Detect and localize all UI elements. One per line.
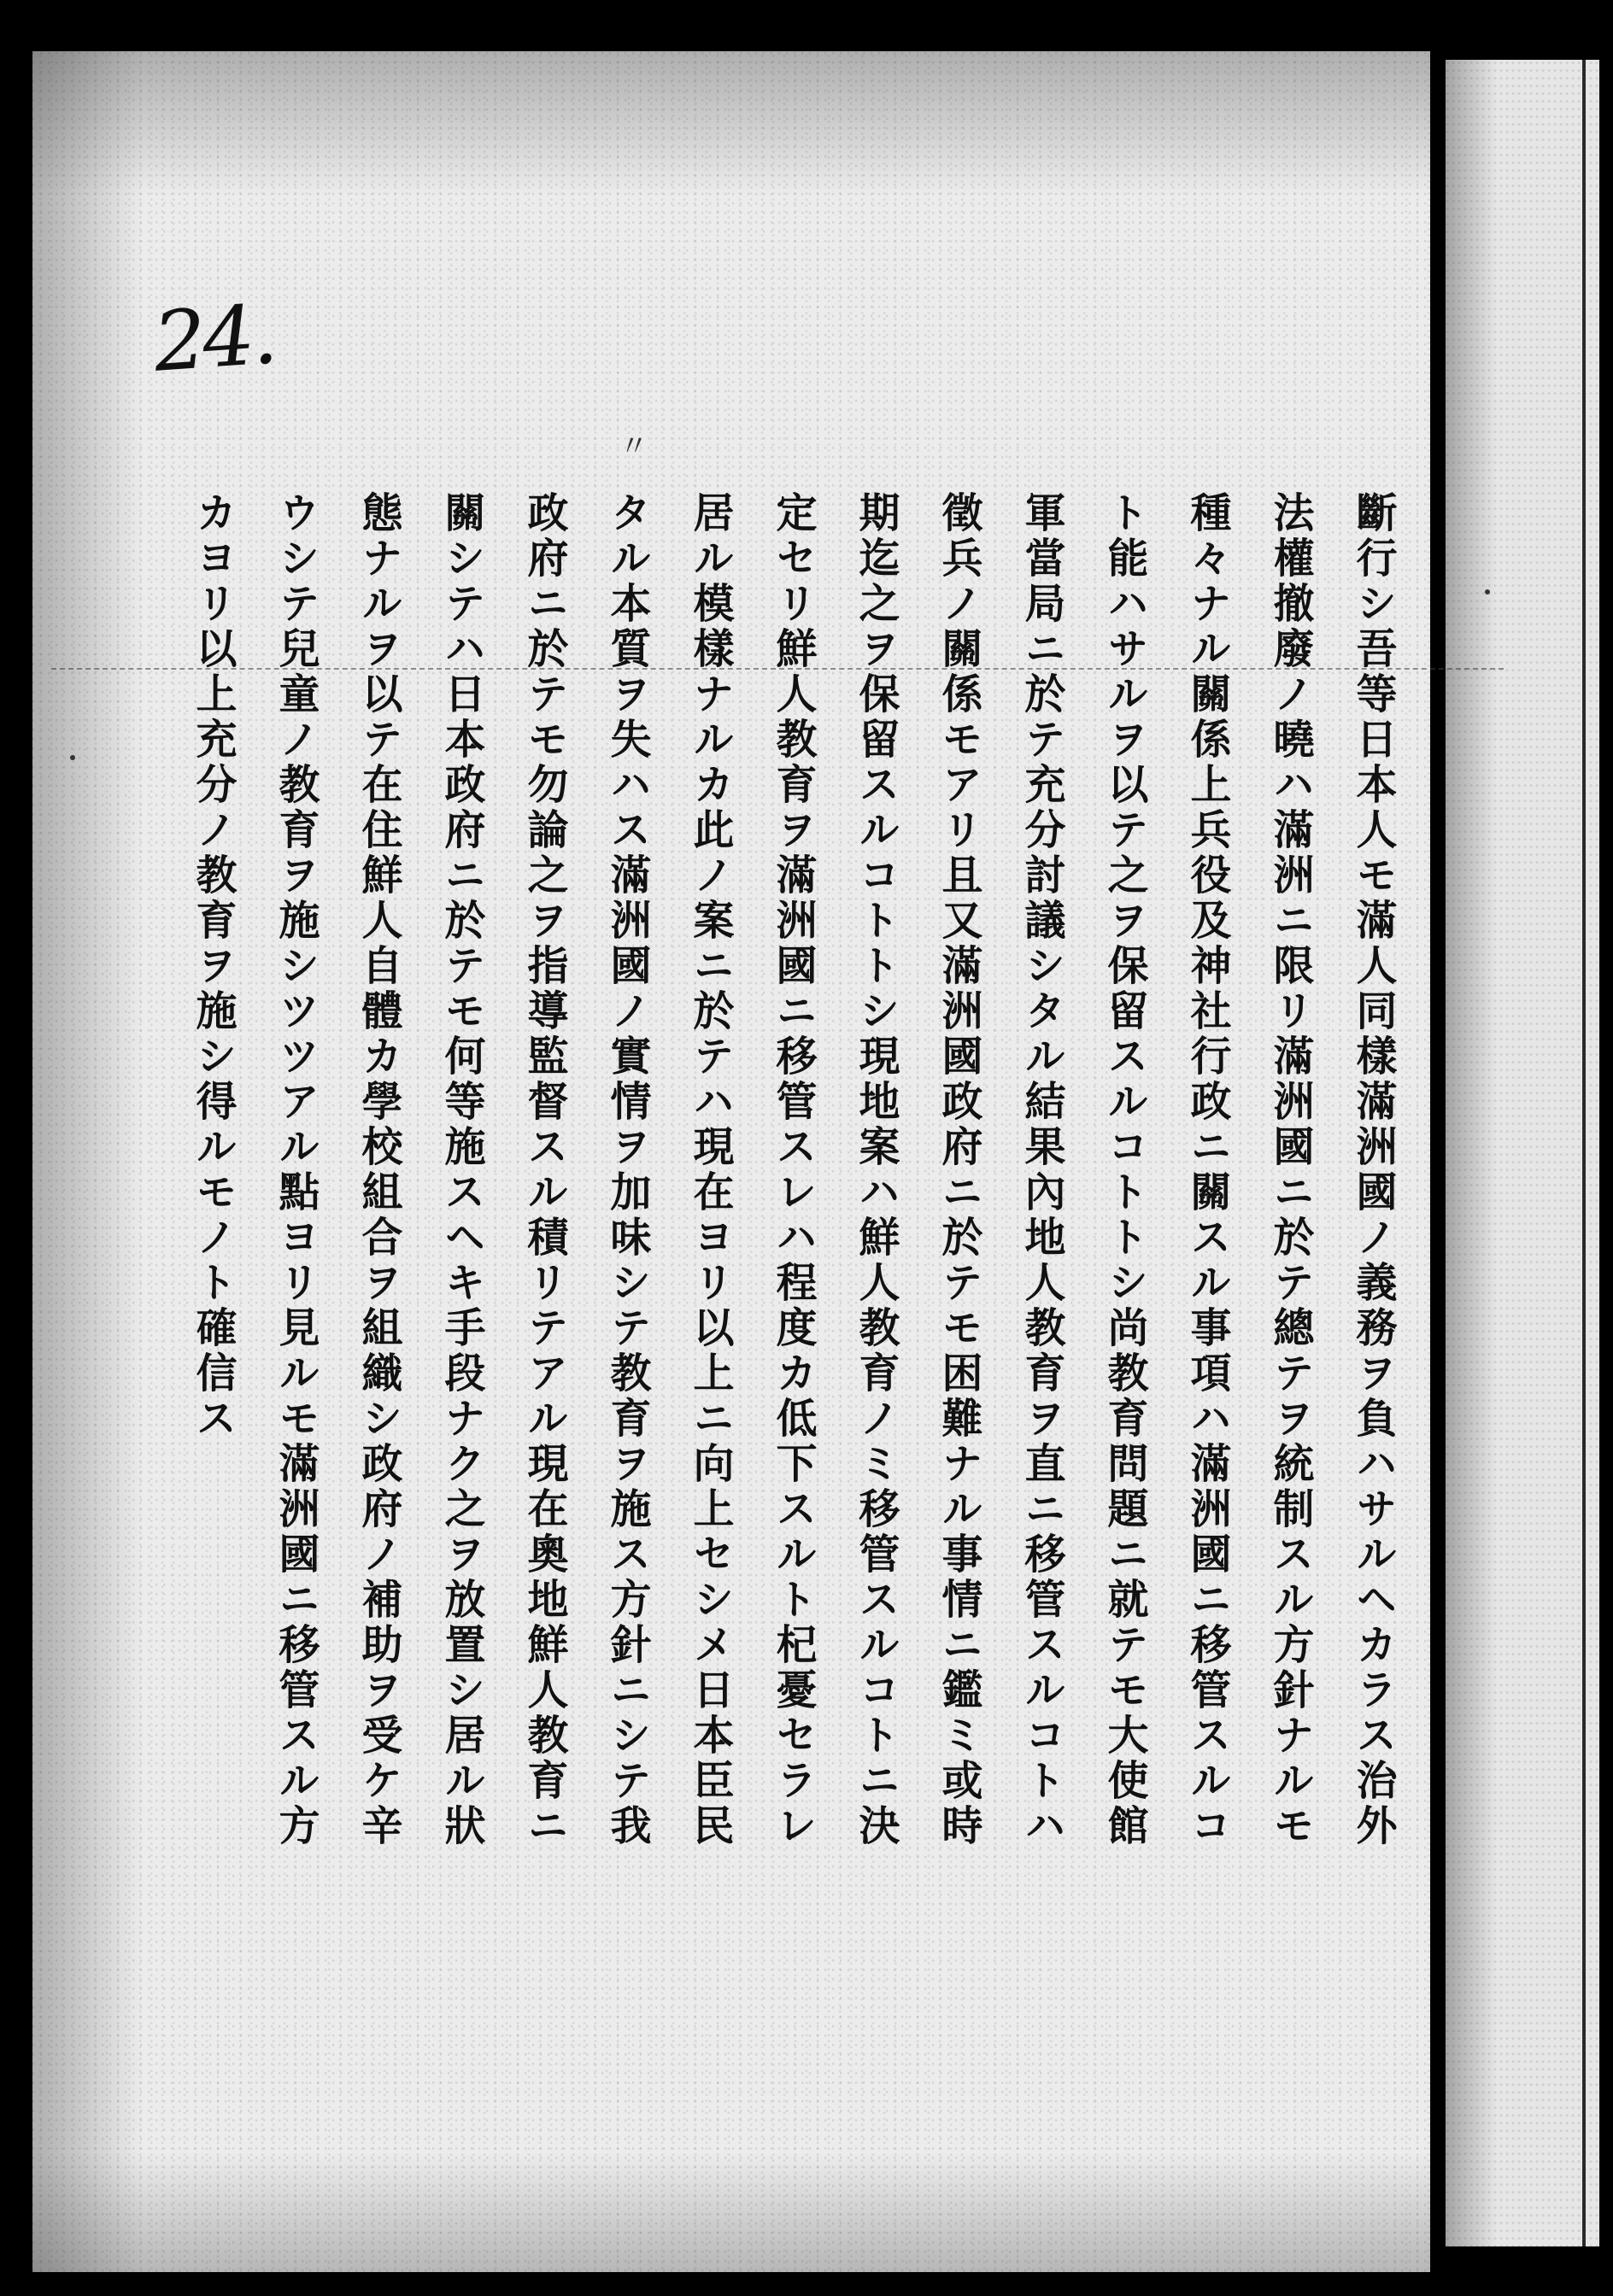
tick-mark: 〃 [619,430,648,464]
text-column-2: 法權撤廢ノ曉ハ滿洲ニ限リ滿洲國ニ於テ總テヲ統制スル方針ナルモ [1266,491,1314,1849]
paper-speck [1485,589,1490,594]
text-column-12: 關シテハ日本政府ニ於テモ何等施スヘキ手段ナク之ヲ放置シ居ル狀 [437,491,485,1849]
adjacent-page-shade [1446,60,1497,2246]
text-column-3: 種々ナル關係上兵役及神社行政ニ關スル事項ハ滿洲國ニ移管スルコ [1183,491,1231,1849]
scan-shading-left [32,51,144,2272]
paper-speck [70,755,75,760]
text-column-11: 政府ニ於テモ勿論之ヲ指導監督スル積リテアル現在奧地鮮人教育ニ [520,491,568,1849]
scan-shading-bottom [32,2152,1430,2272]
text-column-13: 態ナルヲ以テ在住鮮人自體カ學校組合ヲ組織シ政府ノ補助ヲ受ケ辛 [355,491,402,1849]
text-column-4: ト能ハサルヲ以テ之ヲ保留スルコトトシ尚教育問題ニ就テモ大使館 [1100,491,1148,1849]
text-column-15: カヨリ以上充分ノ教育ヲ施シ得ルモノト確信ス [189,491,237,1442]
text-column-7: 期迄之ヲ保留スルコトトシ現地案ハ鮮人教育ノミ移管スルコトニ決 [852,491,900,1849]
text-column-6: 徵兵ノ關係モアリ且又滿洲國政府ニ於テモ困難ナル事情ニ鑑ミ或時 [935,491,982,1849]
text-column-9: 居ル模樣ナルカ此ノ案ニ於テハ現在ヨリ以上ニ向上セシメ日本臣民 [686,491,734,1849]
text-column-1: 斷行シ吾等日本人モ滿人同樣滿洲國ノ義務ヲ負ハサルヘカラス治外 [1349,491,1397,1849]
text-column-5: 軍當局ニ於テ充分討議シタル結果內地人教育ヲ直ニ移管スルコトハ [1018,491,1065,1849]
text-column-10: タル本質ヲ失ハス滿洲國ノ實情ヲ加味シテ教育ヲ施ス方針ニシテ我 [603,491,651,1849]
adjacent-page-strip [1446,60,1599,2246]
scan-shading-top [32,51,1430,196]
page-number: 24. [150,286,278,390]
text-column-8: 定セリ鮮人教育ヲ滿洲國ニ移管スレハ程度カ低下スルト杞憂セラレ [769,491,817,1849]
text-column-14: ウシテ兒童ノ教育ヲ施シツツアル點ヨリ見ルモ滿洲國ニ移管スル方 [272,491,320,1849]
adjacent-page-edge [1582,60,1586,2246]
